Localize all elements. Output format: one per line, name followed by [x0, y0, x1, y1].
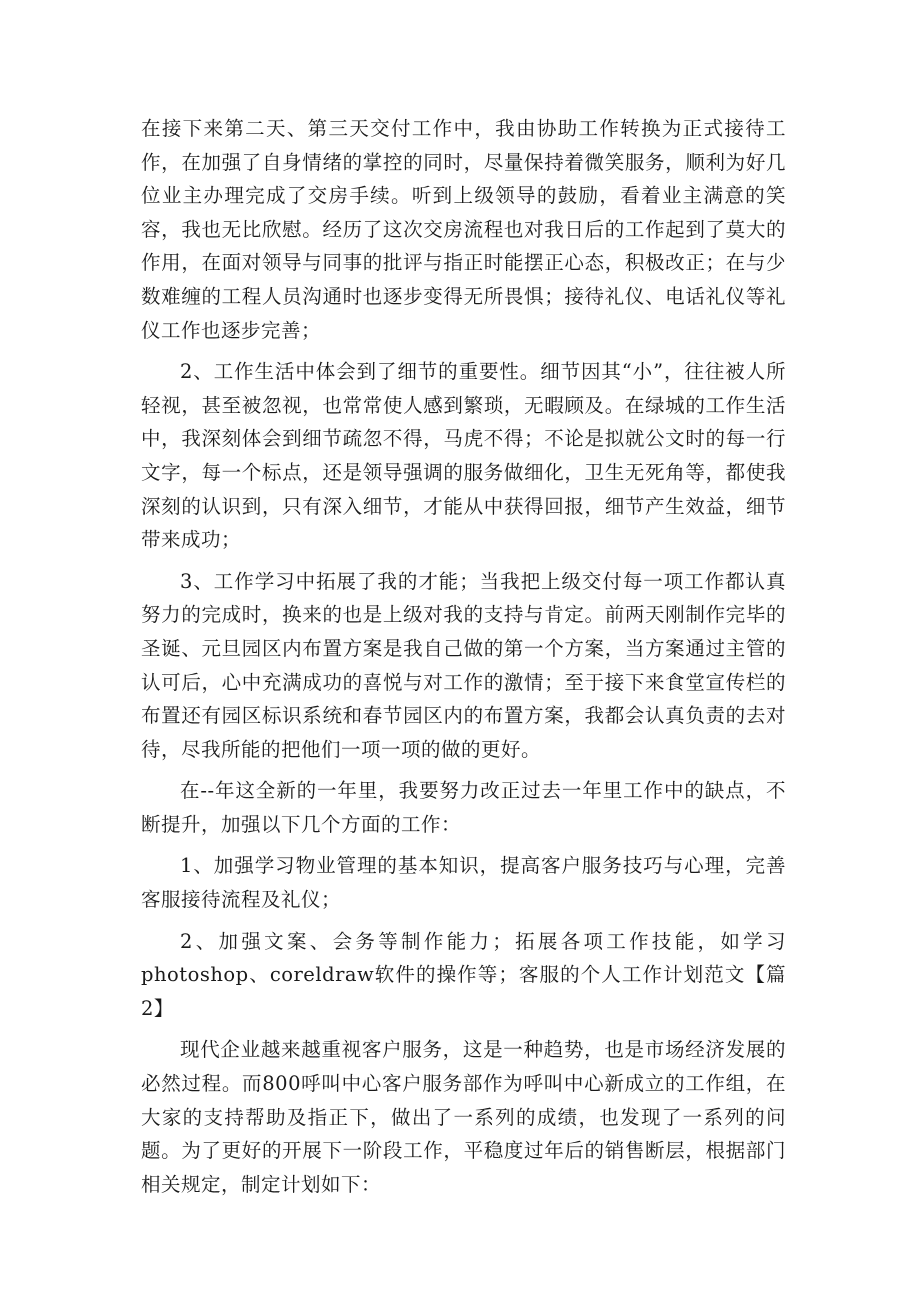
paragraph-7: 现代企业越来越重视客户服务，这是一种趋势，也是市场经济发展的必然过程。而800呼叫中心客户服务部作为呼叫中心新成立的工作组，在大家的支持帮助及指正下，做出了一系列的成绩，也发现了一系列的问题。为了更好的开展下一阶段工作，平稳度过年后的销售断层，根据部门相关规定，制定计划如下：: [141, 1038, 786, 1196]
paragraph-1: 在接下来第二天、第三天交付工作中，我由协助工作转换为正式接待工作，在加强了自身情绪的掌控的同时，尽量保持着微笑服务，顺利为好几位业主办理完成了交房手续。听到上级领导的鼓励，看着业主满意的笑容，我也无比欣慰。经历了这次交房流程也对我日后的工作起到了莫大的作用，在面对领导与同事的批评与指正时能摆正心态，积极改正；在与少数难缠的工程人员沟通时也逐步变得无所畏惧；接待礼仪、电话礼仪等礼仪工作也逐步完善；: [141, 117, 786, 342]
paragraph-3: 3、工作学习中拓展了我的才能；当我把上级交付每一项工作都认真努力的完成时，换来的也是上级对我的支持与肯定。前两天刚制作完毕的圣诞、元旦园区内布置方案是我自己做的第一个方案，当方案通过主管的认可后，心中充满成功的喜悦与对工作的激情；至于接下来食堂宣传栏的布置还有园区标识系统和春节园区内的布置方案，我都会认真负责的去对待，尽我所能的把他们一项一项的做的更好。: [141, 569, 786, 761]
paragraph-2: 2、工作生活中体会到了细节的重要性。细节因其“小”，往往被人所轻视，甚至被忽视，也常常使人感到繁琐，无暇顾及。在绿城的工作生活中，我深刻体会到细节疏忽不得，马虎不得；不论是拟就公文时的每一行文字，每一个标点，还是领导强调的服务做细化，卫生无死角等，都使我深刻的认识到，只有深入细节，才能从中获得回报，细节产生效益，细节带来成功；: [141, 360, 786, 552]
paragraph-4: 在--年这全新的一年里，我要努力改正过去一年里工作中的缺点，不断提升，加强以下几个方面的工作：: [141, 779, 786, 836]
paragraph-5: 1、加强学习物业管理的基本知识，提高客户服务技巧与心理，完善客服接待流程及礼仪；: [141, 854, 786, 912]
document-body: [141, 112, 786, 1201]
paragraph-6: 2、加强文案、会务等制作能力；拓展各项工作技能，如学习photoshop、coreldraw软件的操作等；客服的个人工作计划范文【篇2】: [141, 929, 786, 1020]
